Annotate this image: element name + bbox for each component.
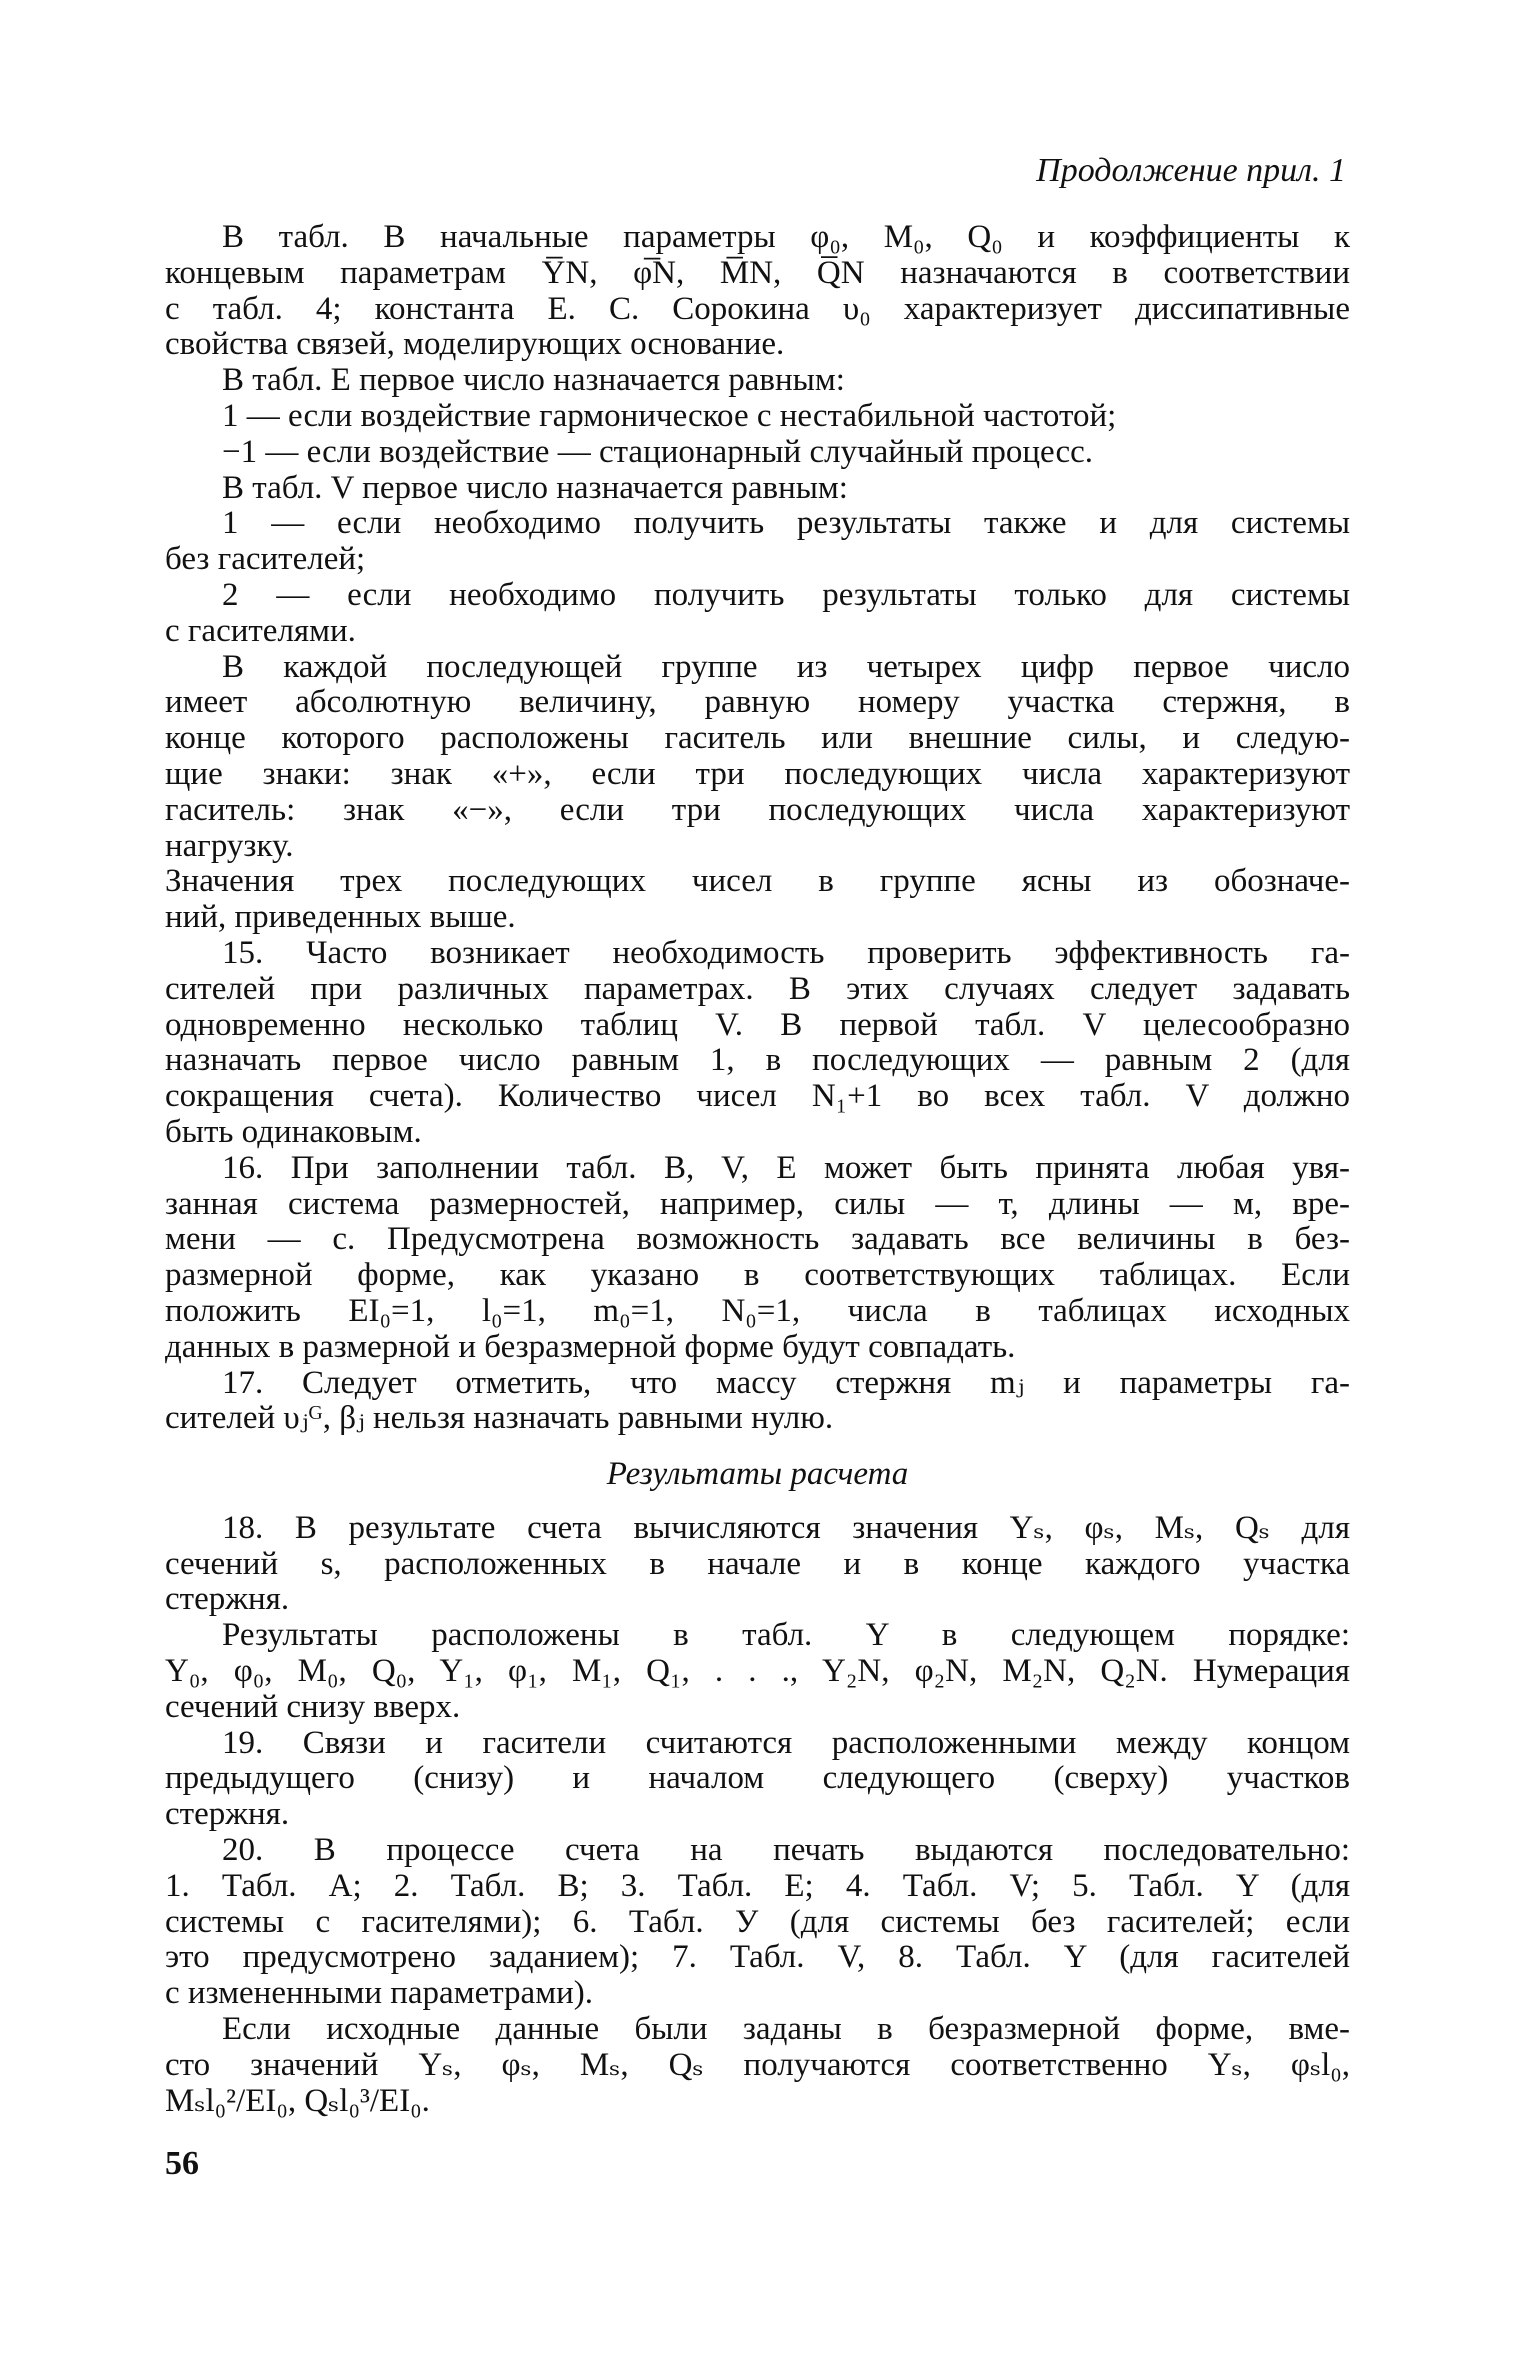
text-line: предыдущего (снизу) и началом следующего (сверху) участков xyxy=(165,1760,1350,1797)
text-line: это предусмотрено заданием); 7. Табл. V, 8. Табл. Y (для гасителей xyxy=(165,1939,1350,1976)
text-line: гаситель: знак «−», если три последующих числа характеризуют xyxy=(165,791,1350,828)
text-line: концевым параметрам Y̅N, φ̅N, M̅N, Q̅N назначаются в соответствии xyxy=(165,254,1350,291)
paragraph xyxy=(165,1618,1350,1725)
text-line: системы с гасителями); 6. Табл. У (для системы без гасителей; если xyxy=(165,1903,1350,1940)
text-line: ний, приведенных выше. xyxy=(165,899,516,936)
text-line: 1 — если необходимо получить результаты также и для системы xyxy=(222,505,1350,542)
paragraph xyxy=(165,936,1350,1151)
paragraph xyxy=(165,220,1350,363)
paragraph xyxy=(165,864,1350,936)
text-line: стержня. xyxy=(165,1581,290,1618)
text-line: одновременно несколько таблиц V. В первой табл. V целесообразно xyxy=(165,1006,1350,1043)
text-line: мени — с. Предусмотрена возможность задавать все величины в без- xyxy=(165,1221,1350,1258)
text-line: имеет абсолютную величину, равную номеру участка стержня, в xyxy=(165,684,1350,721)
paragraph xyxy=(165,1833,1350,2012)
text-line: сокращения счета). Количество чисел N₁+1 во всех табл. V должно xyxy=(165,1078,1350,1115)
text-line: с измененными параметрами). xyxy=(165,1975,593,2012)
text-line: 1 — если воздействие гармоническое с нестабильной частотой; xyxy=(222,397,1117,434)
text-line: положить EI₀=1, l₀=1, m₀=1, N₀=1, числа в таблицах исходных xyxy=(165,1292,1350,1329)
text-line: Результаты расположены в табл. Y в следующем порядке: xyxy=(222,1617,1350,1654)
running-head: Продолжение прил. 1 xyxy=(1036,152,1346,189)
text-line: сечений снизу вверх. xyxy=(165,1688,461,1725)
text-line: 19. Связи и гасители считаются расположенными между концом xyxy=(222,1724,1350,1761)
section-heading: Результаты расчета xyxy=(606,1456,909,1493)
text-line: 2 — если необходимо получить результаты только для системы xyxy=(222,576,1350,613)
text-line: 17. Следует отметить, что массу стержня mⱼ и параметры га- xyxy=(222,1364,1350,1401)
paragraph xyxy=(165,650,1350,865)
text-line: 16. При заполнении табл. B, V, E может быть принята любая увя- xyxy=(222,1149,1350,1186)
text-line: сто значений Yₛ, φₛ, Mₛ, Qₛ получаются соответственно Yₛ, φₛl₀, xyxy=(165,2046,1350,2083)
text-line: с гасителями. xyxy=(165,612,356,649)
body-text xyxy=(165,220,1350,2119)
text-line: В табл. V первое число назначается равным: xyxy=(222,469,848,506)
text-line: 20. В процессе счета на печать выдаются последовательно: xyxy=(222,1832,1350,1869)
text-line: −1 — если воздействие — стационарный случайный процесс. xyxy=(222,433,1094,470)
text-line: В каждой последующей группе из четырех цифр первое число xyxy=(222,648,1350,685)
text-line: с табл. 4; константа Е. С. Сорокина υ₀ характеризует диссипативные xyxy=(165,290,1350,327)
text-line: конце которого расположены гаситель или внешние силы, и следую- xyxy=(165,720,1350,757)
paragraph xyxy=(165,2012,1350,2119)
paragraph xyxy=(165,578,1350,650)
text-line: Y₀, φ₀, M₀, Q₀, Y₁, φ₁, M₁, Q₁, . . ., Y₂N, φ₂N, M₂N, Q₂N. Нумерация xyxy=(165,1653,1350,1690)
text-line: свойства связей, моделирующих основание. xyxy=(165,326,785,363)
text-line: быть одинаковым. xyxy=(165,1113,422,1150)
text-line: сителей υⱼᴳ, βⱼ нельзя назначать равными нулю. xyxy=(165,1400,834,1437)
text-line: сителей при различных параметрах. В этих случаях следует задавать xyxy=(165,970,1350,1007)
paragraph xyxy=(165,1726,1350,1833)
text-line: В табл. В начальные параметры φ₀, M₀, Q₀ и коэффициенты к xyxy=(222,219,1350,255)
page-number: 56 xyxy=(165,2145,199,2182)
text-line: размерной форме, как указано в соответствующих таблицах. Если xyxy=(165,1257,1350,1294)
text-line: сечений s, расположенных в начале и в конце каждого участка xyxy=(165,1545,1350,1582)
paragraph xyxy=(165,1511,1350,1618)
text-line: щие знаки: знак «+», если три последующих числа характеризуют xyxy=(165,755,1350,792)
paragraph xyxy=(165,435,1350,471)
text-line: В табл. Е первое число назначается равным: xyxy=(222,362,845,399)
paragraph xyxy=(165,506,1350,578)
text-line: нагрузку. xyxy=(165,827,294,864)
paragraph xyxy=(165,1366,1350,1438)
paragraph xyxy=(165,399,1350,435)
text-line: 18. В результате счета вычисляются значения Yₛ, φₛ, Mₛ, Qₛ для xyxy=(222,1509,1350,1546)
text-line: без гасителей; xyxy=(165,541,366,578)
text-line: Если исходные данные были заданы в безразмерной форме, вме- xyxy=(222,2011,1350,2048)
paragraph xyxy=(165,1151,1350,1366)
text-line: данных в размерной и безразмерной форме будут совпадать. xyxy=(165,1328,1016,1365)
text-line: стержня. xyxy=(165,1796,290,1833)
text-line: 1. Табл. A; 2. Табл. B; 3. Табл. E; 4. Табл. V; 5. Табл. Y (для xyxy=(165,1867,1350,1904)
section-after-heading xyxy=(165,1511,1350,2120)
text-line: занная система размерностей, например, силы — т, длины — м, вре- xyxy=(165,1185,1350,1222)
text-line: Значения трех последующих чисел в группе ясны из обозначе- xyxy=(165,863,1350,900)
text-line: назначать первое число равным 1, в последующих — равным 2 (для xyxy=(165,1042,1350,1079)
paragraph xyxy=(165,471,1350,507)
text-line: Mₛl₀²/EI₀, Qₛl₀³/EI₀. xyxy=(165,2082,430,2119)
section-before-heading xyxy=(165,220,1350,1437)
text-line: 15. Часто возникает необходимость проверить эффективность га- xyxy=(222,934,1350,971)
paragraph xyxy=(165,363,1350,399)
